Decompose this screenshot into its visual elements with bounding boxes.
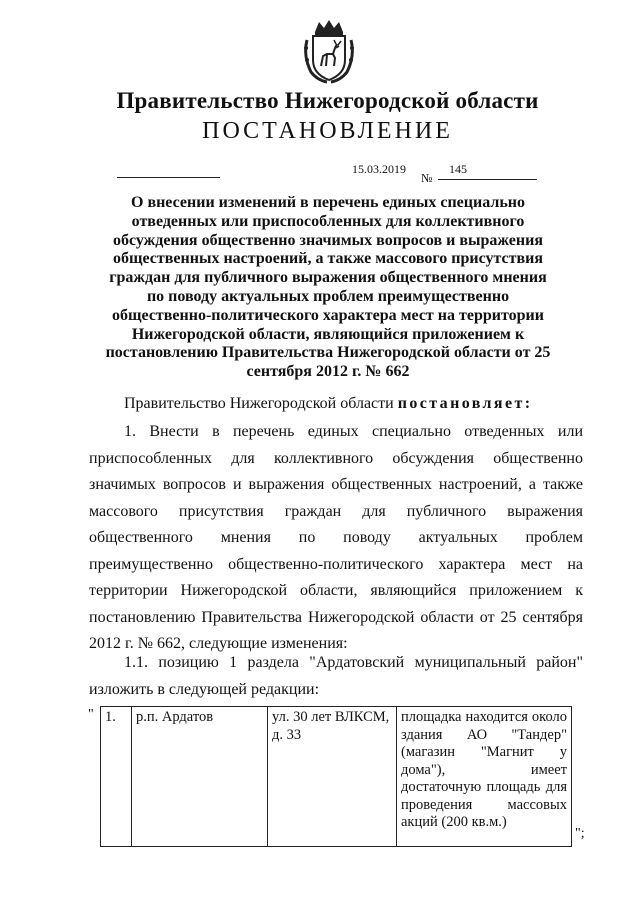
doc-date: 15.03.2019 xyxy=(352,162,406,176)
paragraph-1-1: 1.1. позицию 1 раздела "Ардатовский муниципальный район" изложить в следующей редакции: xyxy=(89,654,583,698)
preamble xyxy=(124,395,532,413)
number-sign: № xyxy=(421,171,433,185)
preamble-resolves: постановляет: xyxy=(397,395,533,412)
date-underline-left xyxy=(117,177,220,178)
cell-address: ул. 30 лет ВЛКСМ, д. 33 xyxy=(268,707,397,847)
cell-description: площадка находится около здания АО "Тандер" (магазин "Магнит у дома"), имеет достаточную площадь для проведения массовых акций (200 кв.м.) xyxy=(397,707,572,847)
doc-type-title: ПОСТАНОВЛЕНИЕ xyxy=(202,118,453,144)
table-row xyxy=(101,707,572,847)
nizhny-novgorod-coat-of-arms-icon xyxy=(297,18,361,84)
cell-number: 1. xyxy=(101,707,132,847)
number-underline xyxy=(438,179,537,180)
cell-locality: р.п. Ардатов xyxy=(132,707,268,847)
position-table xyxy=(100,706,572,847)
org-title: Правительство Нижегородской области xyxy=(116,88,539,113)
doc-number: 145 xyxy=(449,162,467,176)
preamble-prefix: Правительство Нижегородской области xyxy=(124,395,398,412)
quote-close: "; xyxy=(575,826,585,841)
doc-subject: О внесении изменений в перечень единых специально отведенных или приспособленных для коллективного обсуждения общественно значимых вопросов и выражения общественных настроений, а также массового присутствия граждан для публичного выражения общественного мнения по поводу актуальных проблем преимущественно общественно-политического характера мест на территории Нижегородской области, являющийся приложением к постановлению Правительства Нижегородской области от 25 сентября 2012 г. № 662 xyxy=(105,194,551,381)
paragraph-1: 1. Внести в перечень единых специально отведенных или приспособленных для коллективного обсуждения общественно значимых вопросов и выражения общественных настроений, а также массового присутствия граждан для публичного выражения общественного мнения по поводу актуальных проблем преимущественно общественно-политического характера мест на территории Нижегородской области, являющийся приложением к постановлению Правительства Нижегородской области от 25 сентября 2012 г. № 662, следующие изменения: xyxy=(89,423,583,652)
quote-open: " xyxy=(88,707,94,722)
